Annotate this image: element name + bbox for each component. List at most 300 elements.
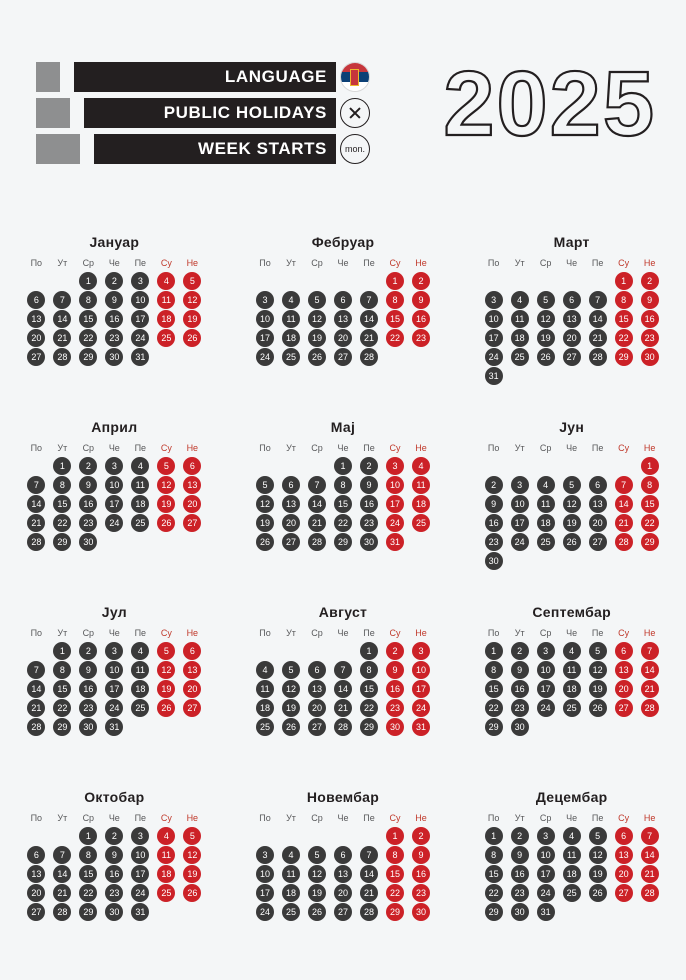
day-number[interactable]: 16 <box>79 495 97 513</box>
day-number[interactable]: 23 <box>79 699 97 717</box>
day-number-holiday[interactable]: 3 <box>412 642 430 660</box>
day-number[interactable]: 5 <box>256 476 274 494</box>
day-number[interactable]: 6 <box>334 291 352 309</box>
day-number-holiday[interactable]: 26 <box>157 514 175 532</box>
day-number-holiday[interactable]: 24 <box>412 699 430 717</box>
day-number[interactable]: 4 <box>537 476 555 494</box>
day-number[interactable]: 25 <box>282 348 300 366</box>
day-number[interactable]: 17 <box>537 680 555 698</box>
day-number[interactable]: 30 <box>511 718 529 736</box>
day-number[interactable]: 18 <box>511 329 529 347</box>
day-number[interactable]: 27 <box>282 533 300 551</box>
day-number-holiday[interactable]: 8 <box>615 291 633 309</box>
day-number[interactable]: 2 <box>511 827 529 845</box>
day-number[interactable]: 6 <box>27 846 45 864</box>
day-number-holiday[interactable]: 7 <box>641 642 659 660</box>
day-number-holiday[interactable]: 14 <box>641 846 659 864</box>
day-number-holiday[interactable]: 14 <box>615 495 633 513</box>
day-number[interactable]: 9 <box>105 846 123 864</box>
day-number[interactable]: 15 <box>79 310 97 328</box>
day-number[interactable]: 25 <box>256 718 274 736</box>
day-number-holiday[interactable]: 22 <box>615 329 633 347</box>
day-number[interactable]: 17 <box>256 329 274 347</box>
day-number[interactable]: 30 <box>511 903 529 921</box>
day-number-holiday[interactable]: 12 <box>183 291 201 309</box>
day-number[interactable]: 24 <box>485 348 503 366</box>
day-number[interactable]: 16 <box>511 865 529 883</box>
day-number-holiday[interactable]: 25 <box>412 514 430 532</box>
day-number[interactable]: 1 <box>485 827 503 845</box>
day-number[interactable]: 30 <box>485 552 503 570</box>
day-number[interactable]: 19 <box>256 514 274 532</box>
day-number[interactable]: 4 <box>131 642 149 660</box>
day-number[interactable]: 10 <box>256 865 274 883</box>
day-number[interactable]: 12 <box>308 310 326 328</box>
day-number-holiday[interactable]: 16 <box>412 865 430 883</box>
day-number-holiday[interactable]: 23 <box>641 329 659 347</box>
day-number-holiday[interactable]: 29 <box>641 533 659 551</box>
day-number-holiday[interactable]: 22 <box>386 329 404 347</box>
day-number-holiday[interactable]: 12 <box>157 661 175 679</box>
day-number-holiday[interactable]: 2 <box>386 642 404 660</box>
day-number-holiday[interactable]: 27 <box>183 514 201 532</box>
day-number[interactable]: 31 <box>131 903 149 921</box>
day-number-holiday[interactable]: 31 <box>412 718 430 736</box>
day-number[interactable]: 8 <box>53 661 71 679</box>
day-number[interactable]: 24 <box>537 884 555 902</box>
day-number[interactable]: 27 <box>589 533 607 551</box>
day-number[interactable]: 7 <box>53 291 71 309</box>
day-number[interactable]: 14 <box>360 310 378 328</box>
day-number[interactable]: 25 <box>563 884 581 902</box>
day-number[interactable]: 16 <box>105 310 123 328</box>
day-number[interactable]: 29 <box>53 533 71 551</box>
day-number-holiday[interactable]: 8 <box>641 476 659 494</box>
day-number[interactable]: 9 <box>485 495 503 513</box>
day-number-holiday[interactable]: 11 <box>157 846 175 864</box>
day-number[interactable]: 21 <box>53 329 71 347</box>
day-number[interactable]: 17 <box>511 514 529 532</box>
day-number[interactable]: 26 <box>308 348 326 366</box>
day-number[interactable]: 1 <box>53 457 71 475</box>
day-number[interactable]: 2 <box>79 457 97 475</box>
day-number-holiday[interactable]: 26 <box>183 884 201 902</box>
day-number[interactable]: 27 <box>27 903 45 921</box>
day-number[interactable]: 15 <box>79 865 97 883</box>
day-number[interactable]: 13 <box>563 310 581 328</box>
day-number[interactable]: 7 <box>27 661 45 679</box>
day-number-holiday[interactable]: 11 <box>157 291 175 309</box>
day-number[interactable]: 13 <box>27 865 45 883</box>
day-number[interactable]: 16 <box>105 865 123 883</box>
day-number-holiday[interactable]: 5 <box>183 272 201 290</box>
day-number-holiday[interactable]: 18 <box>157 310 175 328</box>
day-number[interactable]: 27 <box>334 903 352 921</box>
day-number-holiday[interactable]: 19 <box>157 680 175 698</box>
day-number[interactable]: 19 <box>563 514 581 532</box>
day-number[interactable]: 19 <box>282 699 300 717</box>
day-number-holiday[interactable]: 14 <box>641 661 659 679</box>
day-number[interactable]: 1 <box>79 827 97 845</box>
day-number[interactable]: 24 <box>131 884 149 902</box>
day-number[interactable]: 25 <box>131 699 149 717</box>
day-number[interactable]: 13 <box>334 865 352 883</box>
day-number[interactable]: 2 <box>485 476 503 494</box>
day-number[interactable]: 11 <box>282 865 300 883</box>
day-number[interactable]: 23 <box>105 884 123 902</box>
day-number[interactable]: 3 <box>105 457 123 475</box>
day-number-holiday[interactable]: 26 <box>157 699 175 717</box>
day-number[interactable]: 7 <box>360 846 378 864</box>
day-number[interactable]: 12 <box>282 680 300 698</box>
day-number-holiday[interactable]: 13 <box>615 846 633 864</box>
day-number[interactable]: 16 <box>79 680 97 698</box>
day-number[interactable]: 28 <box>53 903 71 921</box>
day-number[interactable]: 13 <box>334 310 352 328</box>
day-number[interactable]: 29 <box>79 903 97 921</box>
day-number[interactable]: 4 <box>282 846 300 864</box>
day-number[interactable]: 10 <box>511 495 529 513</box>
day-number[interactable]: 4 <box>563 827 581 845</box>
day-number[interactable]: 11 <box>563 661 581 679</box>
day-number[interactable]: 3 <box>256 846 274 864</box>
day-number[interactable]: 25 <box>511 348 529 366</box>
day-number[interactable]: 11 <box>537 495 555 513</box>
day-number-holiday[interactable]: 19 <box>183 865 201 883</box>
day-number[interactable]: 31 <box>537 903 555 921</box>
day-number-holiday[interactable]: 23 <box>386 699 404 717</box>
day-number[interactable]: 7 <box>334 661 352 679</box>
day-number[interactable]: 24 <box>256 903 274 921</box>
day-number[interactable]: 17 <box>131 865 149 883</box>
day-number[interactable]: 2 <box>79 642 97 660</box>
day-number[interactable]: 14 <box>308 495 326 513</box>
day-number[interactable]: 16 <box>485 514 503 532</box>
day-number-holiday[interactable]: 12 <box>183 846 201 864</box>
day-number[interactable]: 3 <box>131 272 149 290</box>
day-number[interactable]: 12 <box>589 661 607 679</box>
day-number[interactable]: 5 <box>308 846 326 864</box>
day-number-holiday[interactable]: 21 <box>641 680 659 698</box>
day-number[interactable]: 27 <box>334 348 352 366</box>
day-number-holiday[interactable]: 16 <box>641 310 659 328</box>
day-number[interactable]: 7 <box>308 476 326 494</box>
day-number[interactable]: 18 <box>131 495 149 513</box>
day-number[interactable]: 6 <box>563 291 581 309</box>
day-number[interactable]: 13 <box>282 495 300 513</box>
day-number[interactable]: 3 <box>131 827 149 845</box>
day-number[interactable]: 29 <box>360 718 378 736</box>
day-number[interactable]: 29 <box>53 718 71 736</box>
day-number[interactable]: 8 <box>485 846 503 864</box>
day-number[interactable]: 20 <box>27 329 45 347</box>
day-number[interactable]: 6 <box>27 291 45 309</box>
day-number[interactable]: 25 <box>282 903 300 921</box>
day-number[interactable]: 21 <box>360 884 378 902</box>
day-number-holiday[interactable]: 5 <box>183 827 201 845</box>
day-number[interactable]: 19 <box>537 329 555 347</box>
day-number[interactable]: 23 <box>511 699 529 717</box>
day-number-holiday[interactable]: 8 <box>386 291 404 309</box>
day-number[interactable]: 17 <box>105 680 123 698</box>
day-number[interactable]: 3 <box>537 827 555 845</box>
day-number[interactable]: 12 <box>537 310 555 328</box>
day-number[interactable]: 15 <box>53 495 71 513</box>
day-number[interactable]: 9 <box>79 476 97 494</box>
day-number-holiday[interactable]: 29 <box>386 903 404 921</box>
day-number[interactable]: 9 <box>105 291 123 309</box>
day-number[interactable]: 9 <box>360 476 378 494</box>
day-number[interactable]: 27 <box>563 348 581 366</box>
day-number-holiday[interactable]: 8 <box>386 846 404 864</box>
day-number[interactable]: 28 <box>589 348 607 366</box>
day-number[interactable]: 11 <box>256 680 274 698</box>
day-number-holiday[interactable]: 25 <box>157 884 175 902</box>
day-number-holiday[interactable]: 17 <box>386 495 404 513</box>
day-number[interactable]: 17 <box>105 495 123 513</box>
day-number[interactable]: 14 <box>360 865 378 883</box>
day-number-holiday[interactable]: 15 <box>615 310 633 328</box>
day-number[interactable]: 14 <box>27 680 45 698</box>
day-number[interactable]: 24 <box>256 348 274 366</box>
day-number[interactable]: 21 <box>334 699 352 717</box>
day-number[interactable]: 27 <box>27 348 45 366</box>
day-number[interactable]: 11 <box>563 846 581 864</box>
day-number-holiday[interactable]: 15 <box>641 495 659 513</box>
day-number[interactable]: 10 <box>537 661 555 679</box>
day-number[interactable]: 20 <box>334 329 352 347</box>
day-number-holiday[interactable]: 6 <box>615 642 633 660</box>
day-number[interactable]: 29 <box>334 533 352 551</box>
day-number[interactable]: 4 <box>563 642 581 660</box>
day-number-holiday[interactable]: 2 <box>412 827 430 845</box>
day-number[interactable]: 12 <box>589 846 607 864</box>
day-number[interactable]: 4 <box>256 661 274 679</box>
day-number-holiday[interactable]: 9 <box>412 291 430 309</box>
day-number-holiday[interactable]: 20 <box>615 680 633 698</box>
day-number[interactable]: 6 <box>282 476 300 494</box>
day-number[interactable]: 29 <box>485 903 503 921</box>
day-number-holiday[interactable]: 30 <box>386 718 404 736</box>
day-number[interactable]: 1 <box>485 642 503 660</box>
day-number-holiday[interactable]: 1 <box>386 272 404 290</box>
day-number[interactable]: 14 <box>53 310 71 328</box>
day-number-holiday[interactable]: 6 <box>615 827 633 845</box>
day-number[interactable]: 6 <box>308 661 326 679</box>
day-number[interactable]: 8 <box>360 661 378 679</box>
day-number[interactable]: 21 <box>308 514 326 532</box>
day-number[interactable]: 30 <box>79 718 97 736</box>
day-number[interactable]: 11 <box>511 310 529 328</box>
day-number-holiday[interactable]: 12 <box>157 476 175 494</box>
day-number-holiday[interactable]: 4 <box>157 827 175 845</box>
day-number-holiday[interactable]: 5 <box>157 642 175 660</box>
day-number[interactable]: 20 <box>27 884 45 902</box>
day-number[interactable]: 28 <box>27 718 45 736</box>
day-number[interactable]: 8 <box>334 476 352 494</box>
day-number[interactable]: 22 <box>360 699 378 717</box>
day-number[interactable]: 24 <box>511 533 529 551</box>
day-number-holiday[interactable]: 30 <box>412 903 430 921</box>
day-number[interactable]: 4 <box>511 291 529 309</box>
day-number[interactable]: 18 <box>563 680 581 698</box>
day-number[interactable]: 9 <box>79 661 97 679</box>
day-number-holiday[interactable]: 15 <box>386 310 404 328</box>
day-number-holiday[interactable]: 20 <box>615 865 633 883</box>
day-number[interactable]: 5 <box>589 642 607 660</box>
day-number[interactable]: 12 <box>256 495 274 513</box>
day-number[interactable]: 2 <box>105 827 123 845</box>
day-number-holiday[interactable]: 26 <box>183 329 201 347</box>
day-number-holiday[interactable]: 3 <box>386 457 404 475</box>
day-number[interactable]: 30 <box>105 348 123 366</box>
day-number[interactable]: 31 <box>105 718 123 736</box>
day-number[interactable]: 17 <box>256 884 274 902</box>
day-number[interactable]: 14 <box>53 865 71 883</box>
day-number[interactable]: 21 <box>589 329 607 347</box>
day-number-holiday[interactable]: 28 <box>641 699 659 717</box>
day-number[interactable]: 18 <box>282 884 300 902</box>
day-number[interactable]: 28 <box>360 903 378 921</box>
day-number-holiday[interactable]: 19 <box>157 495 175 513</box>
day-number[interactable]: 4 <box>131 457 149 475</box>
day-number-holiday[interactable]: 1 <box>386 827 404 845</box>
day-number-holiday[interactable]: 22 <box>641 514 659 532</box>
day-number[interactable]: 5 <box>537 291 555 309</box>
day-number-holiday[interactable]: 30 <box>641 348 659 366</box>
day-number[interactable]: 18 <box>537 514 555 532</box>
day-number-holiday[interactable]: 15 <box>386 865 404 883</box>
day-number-holiday[interactable]: 4 <box>412 457 430 475</box>
day-number[interactable]: 5 <box>563 476 581 494</box>
day-number-holiday[interactable]: 17 <box>412 680 430 698</box>
day-number-holiday[interactable]: 1 <box>615 272 633 290</box>
day-number-holiday[interactable]: 5 <box>157 457 175 475</box>
day-number[interactable]: 26 <box>589 884 607 902</box>
day-number[interactable]: 1 <box>79 272 97 290</box>
day-number-holiday[interactable]: 21 <box>641 865 659 883</box>
day-number[interactable]: 20 <box>563 329 581 347</box>
day-number[interactable]: 23 <box>79 514 97 532</box>
day-number[interactable]: 15 <box>53 680 71 698</box>
day-number[interactable]: 27 <box>308 718 326 736</box>
day-number-holiday[interactable]: 20 <box>183 680 201 698</box>
day-number[interactable]: 15 <box>485 680 503 698</box>
day-number[interactable]: 26 <box>282 718 300 736</box>
day-number[interactable]: 1 <box>360 642 378 660</box>
day-number[interactable]: 22 <box>334 514 352 532</box>
day-number[interactable]: 26 <box>563 533 581 551</box>
day-number-holiday[interactable]: 22 <box>386 884 404 902</box>
day-number[interactable]: 22 <box>53 699 71 717</box>
day-number[interactable]: 22 <box>79 329 97 347</box>
day-number[interactable]: 18 <box>131 680 149 698</box>
day-number[interactable]: 10 <box>105 476 123 494</box>
day-number-holiday[interactable]: 28 <box>641 884 659 902</box>
day-number[interactable]: 22 <box>79 884 97 902</box>
day-number[interactable]: 2 <box>105 272 123 290</box>
day-number-holiday[interactable]: 6 <box>183 642 201 660</box>
day-number[interactable]: 14 <box>589 310 607 328</box>
day-number[interactable]: 21 <box>360 329 378 347</box>
day-number[interactable]: 23 <box>485 533 503 551</box>
day-number[interactable]: 28 <box>334 718 352 736</box>
day-number[interactable]: 28 <box>308 533 326 551</box>
day-number[interactable]: 8 <box>79 846 97 864</box>
day-number-holiday[interactable]: 16 <box>412 310 430 328</box>
day-number-holiday[interactable]: 23 <box>412 329 430 347</box>
day-number[interactable]: 23 <box>511 884 529 902</box>
day-number[interactable]: 24 <box>105 514 123 532</box>
day-number[interactable]: 26 <box>537 348 555 366</box>
day-number[interactable]: 31 <box>131 348 149 366</box>
day-number[interactable]: 19 <box>589 680 607 698</box>
day-number-holiday[interactable]: 7 <box>615 476 633 494</box>
day-number[interactable]: 10 <box>485 310 503 328</box>
day-number-holiday[interactable]: 2 <box>641 272 659 290</box>
day-number[interactable]: 3 <box>537 642 555 660</box>
day-number[interactable]: 14 <box>27 495 45 513</box>
day-number[interactable]: 26 <box>589 699 607 717</box>
day-number[interactable]: 17 <box>537 865 555 883</box>
day-number[interactable]: 23 <box>360 514 378 532</box>
day-number[interactable]: 14 <box>334 680 352 698</box>
day-number[interactable]: 1 <box>53 642 71 660</box>
day-number[interactable]: 3 <box>105 642 123 660</box>
day-number[interactable]: 9 <box>511 846 529 864</box>
day-number[interactable]: 19 <box>589 865 607 883</box>
day-number[interactable]: 2 <box>511 642 529 660</box>
day-number[interactable]: 22 <box>485 884 503 902</box>
day-number[interactable]: 28 <box>53 348 71 366</box>
day-number[interactable]: 10 <box>105 661 123 679</box>
day-number[interactable]: 23 <box>105 329 123 347</box>
day-number[interactable]: 5 <box>589 827 607 845</box>
day-number[interactable]: 28 <box>360 348 378 366</box>
day-number-holiday[interactable]: 20 <box>183 495 201 513</box>
day-number[interactable]: 4 <box>282 291 300 309</box>
day-number[interactable]: 21 <box>53 884 71 902</box>
day-number-holiday[interactable]: 29 <box>615 348 633 366</box>
day-number[interactable]: 25 <box>563 699 581 717</box>
day-number-holiday[interactable]: 27 <box>615 699 633 717</box>
day-number[interactable]: 30 <box>105 903 123 921</box>
day-number-holiday[interactable]: 2 <box>412 272 430 290</box>
day-number[interactable]: 15 <box>334 495 352 513</box>
day-number[interactable]: 17 <box>131 310 149 328</box>
day-number-holiday[interactable]: 9 <box>386 661 404 679</box>
day-number[interactable]: 15 <box>360 680 378 698</box>
day-number-holiday[interactable]: 13 <box>615 661 633 679</box>
day-number-holiday[interactable]: 6 <box>183 457 201 475</box>
day-number[interactable]: 30 <box>79 533 97 551</box>
day-number[interactable]: 8 <box>53 476 71 494</box>
day-number[interactable]: 6 <box>334 846 352 864</box>
day-number[interactable]: 18 <box>256 699 274 717</box>
day-number-holiday[interactable]: 1 <box>641 457 659 475</box>
day-number-holiday[interactable]: 9 <box>412 846 430 864</box>
day-number[interactable]: 12 <box>308 865 326 883</box>
day-number[interactable]: 24 <box>537 699 555 717</box>
day-number[interactable]: 13 <box>589 495 607 513</box>
day-number-holiday[interactable]: 27 <box>615 884 633 902</box>
day-number[interactable]: 10 <box>537 846 555 864</box>
day-number[interactable]: 18 <box>563 865 581 883</box>
day-number-holiday[interactable]: 23 <box>412 884 430 902</box>
day-number[interactable]: 10 <box>131 291 149 309</box>
day-number[interactable]: 12 <box>563 495 581 513</box>
day-number-holiday[interactable]: 18 <box>412 495 430 513</box>
